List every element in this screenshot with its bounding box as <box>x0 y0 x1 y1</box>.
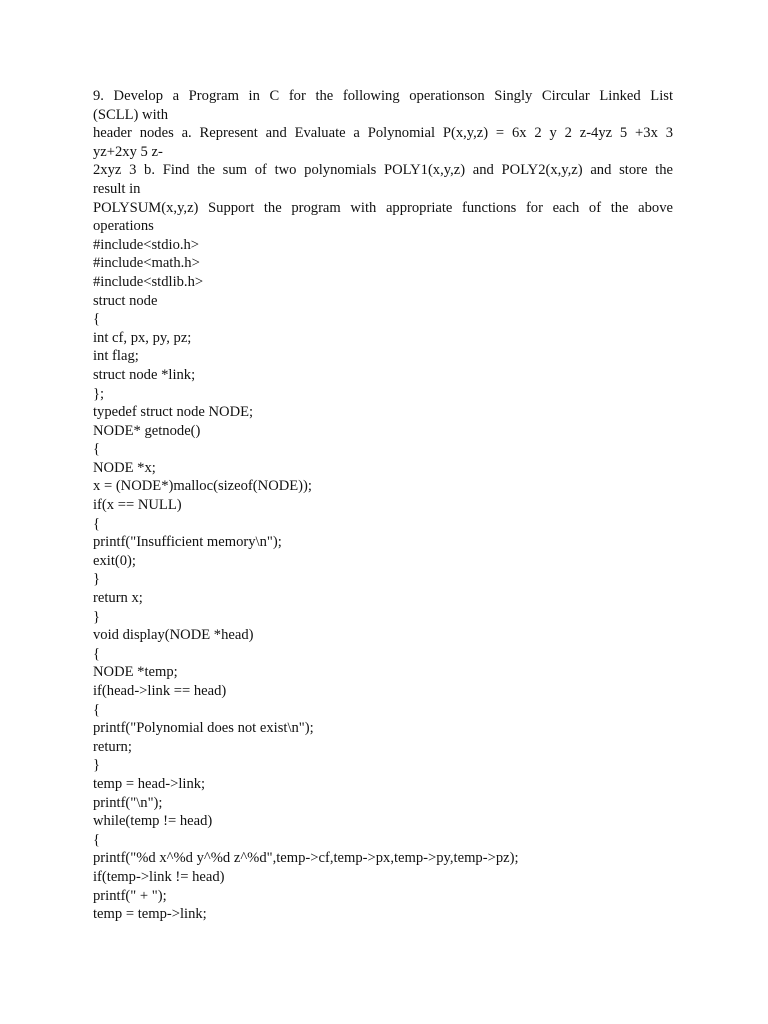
text-line: #include<stdio.h> <box>93 236 200 253</box>
text-line: result in <box>93 180 141 197</box>
text-line: int flag; <box>93 348 139 365</box>
text-line: POLYSUM(x,y,z) Support the program with appropriate functions for each of the above <box>93 199 673 216</box>
text-line: int cf, px, py, pz; <box>93 329 192 346</box>
text-line: printf("\n"); <box>93 794 163 811</box>
text-line: }; <box>93 385 105 402</box>
text-line: return x; <box>93 590 143 607</box>
text-line: } <box>93 757 101 774</box>
text-line: #include<math.h> <box>93 255 200 272</box>
text-line: NODE *x; <box>93 459 156 476</box>
text-line: { <box>93 701 101 718</box>
text-line: printf(" + "); <box>93 887 167 904</box>
text-line: if(x == NULL) <box>93 497 182 514</box>
text-line: 9. Develop a Program in C for the following operationson Singly Circular Linked List <box>93 88 673 104</box>
document-text <box>93 87 673 924</box>
text-line: { <box>93 645 101 662</box>
text-line: if(head->link == head) <box>93 683 227 699</box>
text-line: exit(0); <box>93 552 136 569</box>
text-line: NODE *temp; <box>93 664 178 681</box>
text-line: yz+2xy 5 z- <box>93 143 163 160</box>
text-line: temp = temp->link; <box>93 906 207 923</box>
text-line: 2xyz 3 b. Find the sum of two polynomials POLY1(x,y,z) and POLY2(x,y,z) and store the <box>93 162 673 179</box>
text-line: } <box>93 608 101 625</box>
text-line: NODE* getnode() <box>93 422 201 439</box>
text-line: { <box>93 441 101 458</box>
text-line: (SCLL) with <box>93 106 168 123</box>
text-line: struct node *link; <box>93 366 196 383</box>
text-line: printf("Polynomial does not exist\n"); <box>93 720 314 737</box>
text-line: { <box>93 515 101 532</box>
text-line: void display(NODE *head) <box>93 627 254 644</box>
text-line: #include<stdlib.h> <box>93 273 204 290</box>
text-line: struct node <box>93 292 158 309</box>
text-line: while(temp != head) <box>93 813 213 830</box>
text-line: { <box>93 831 101 848</box>
text-line: return; <box>93 738 132 755</box>
text-line: { <box>93 311 101 328</box>
text-line: x = (NODE*)malloc(sizeof(NODE)); <box>93 478 312 495</box>
text-line: operations <box>93 218 154 235</box>
text-line: temp = head->link; <box>93 775 206 792</box>
text-line: typedef struct node NODE; <box>93 404 254 421</box>
text-line: printf("Insufficient memory\n"); <box>93 534 282 551</box>
text-line: } <box>93 571 101 588</box>
text-line: if(temp->link != head) <box>93 868 225 885</box>
text-line: printf("%d x^%d y^%d z^%d",temp->cf,temp->px,temp->py,temp->pz); <box>93 850 519 867</box>
text-line: header nodes a. Represent and Evaluate a Polynomial P(x,y,z) = 6x 2 y 2 z-4yz 5 +3x 3 <box>93 125 673 142</box>
